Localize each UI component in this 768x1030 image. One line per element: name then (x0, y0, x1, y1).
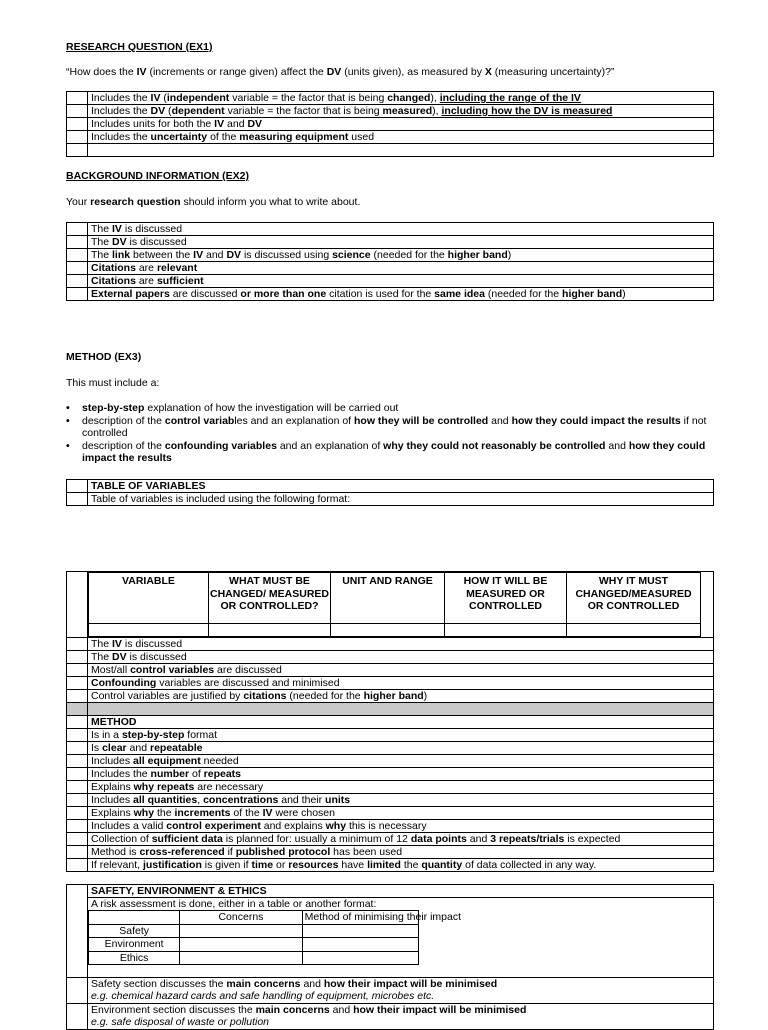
checklist-row (67, 493, 714, 506)
ex2-checklist (66, 222, 714, 301)
checkbox[interactable] (67, 262, 88, 275)
checklist-title: METHOD (88, 716, 714, 729)
checkbox[interactable] (67, 885, 88, 978)
var-header-how: HOW IT WILL BE MEASURED OR CONTROLLED (445, 573, 567, 624)
checklist-row (67, 105, 714, 118)
checkbox[interactable] (67, 572, 88, 638)
checklist-row (67, 651, 714, 664)
checkbox[interactable] (67, 742, 88, 755)
var-cell[interactable] (567, 624, 701, 637)
risk-row-label: Safety (89, 924, 180, 938)
checkbox[interactable] (67, 275, 88, 288)
checklist-row (67, 885, 714, 898)
checklist-text: Explains why repeats are necessary (88, 781, 714, 794)
ex2-intro: Your research question should inform you what to write about. (66, 196, 361, 208)
risk-header-method: Method of minimising their impact (302, 911, 418, 925)
checkbox[interactable] (67, 144, 88, 157)
checkbox[interactable] (67, 729, 88, 742)
checklist-text: Explains why the increments of the IV were chosen (88, 807, 714, 820)
checklist-text: Includes the uncertainty of the measuring equipment used (88, 131, 714, 144)
checklist-text: Includes all quantities, concentrations and their units (88, 794, 714, 807)
checkbox[interactable] (67, 677, 88, 690)
checklist-row (67, 131, 714, 144)
checkbox[interactable] (67, 493, 88, 506)
checkbox[interactable] (67, 118, 88, 131)
checklist-row (67, 236, 714, 249)
checkbox[interactable] (67, 690, 88, 703)
checkbox[interactable] (67, 92, 88, 105)
checkbox[interactable] (67, 223, 88, 236)
checkbox[interactable] (67, 716, 88, 729)
checklist-row (67, 742, 714, 755)
checkbox[interactable] (67, 978, 88, 1004)
checklist-text: Citations are relevant (88, 262, 714, 275)
checklist-text: Includes the number of repeats (88, 768, 714, 781)
risk-cell[interactable] (180, 951, 302, 965)
ex1-question: “How does the IV (increments or range given) affect the DV (units given), as measured by X (measuring uncertainty)?” (66, 66, 615, 78)
list-item: • step-by-step explanation of how the investigation will be carried out (66, 402, 716, 415)
checkbox[interactable] (67, 249, 88, 262)
checklist-text: Confounding variables are discussed and minimised (88, 677, 714, 690)
variables-format-row (67, 572, 714, 638)
checklist-row (67, 690, 714, 703)
risk-cell[interactable] (180, 938, 302, 952)
checkbox[interactable] (67, 755, 88, 768)
var-cell[interactable] (209, 624, 331, 637)
risk-row-label: Environment (89, 938, 180, 952)
var-header-why: WHY IT MUST CHANGED/MEASURED OR CONTROLLED (567, 573, 701, 624)
checklist-text (88, 144, 714, 157)
checklist-text: External papers are discussed or more than one citation is used for the same idea (needed for the higher band) (88, 288, 714, 301)
ex3-bullet-list (66, 402, 716, 465)
checklist-row (67, 729, 714, 742)
list-item: • description of the control variables and an explanation of how they will be controlled and how they could impact the results if not controlled (66, 415, 716, 440)
checkbox[interactable] (67, 638, 88, 651)
checklist-text: The IV is discussed (88, 223, 714, 236)
risk-cell[interactable] (302, 951, 418, 965)
safety-checklist (66, 884, 714, 1030)
table-of-variables-checklist (66, 479, 714, 506)
separator (67, 703, 88, 716)
checklist-row (67, 807, 714, 820)
checklist-row (67, 978, 714, 1004)
checklist-row (67, 716, 714, 729)
checklist-text: Includes the DV (dependent variable = the factor that is being measured), including how the DV is measured (88, 105, 714, 118)
checklist-row (67, 794, 714, 807)
checklist-text: Includes all equipment needed (88, 755, 714, 768)
method-checklist (66, 571, 714, 872)
checkbox[interactable] (67, 794, 88, 807)
checklist-title: TABLE OF VARIABLES (88, 480, 714, 493)
variables-format-table (88, 572, 701, 637)
checklist-text: Control variables are justified by citations (needed for the higher band) (88, 690, 714, 703)
checkbox[interactable] (67, 1004, 88, 1030)
risk-cell (89, 911, 180, 925)
checkbox[interactable] (67, 768, 88, 781)
checklist-text: Table of variables is included using the following format: (88, 493, 714, 506)
checkbox[interactable] (67, 651, 88, 664)
checklist-text: The DV is discussed (88, 651, 714, 664)
checkbox[interactable] (67, 846, 88, 859)
ex3-intro: This must include a: (66, 377, 160, 389)
checklist-text: Most/all control variables are discussed (88, 664, 714, 677)
risk-row-label: Ethics (89, 951, 180, 965)
checklist-text: The IV is discussed (88, 638, 714, 651)
separator-row (67, 703, 714, 716)
checklist-row (67, 820, 714, 833)
risk-cell[interactable] (302, 924, 418, 938)
checklist-text: The DV is discussed (88, 236, 714, 249)
checklist-row (67, 781, 714, 794)
checklist-row (67, 118, 714, 131)
checklist-row (67, 846, 714, 859)
checkbox[interactable] (67, 664, 88, 677)
checklist-text: Is clear and repeatable (88, 742, 714, 755)
checkbox[interactable] (67, 833, 88, 846)
checklist-row (67, 677, 714, 690)
checklist-row (67, 249, 714, 262)
var-header-unit: UNIT AND RANGE (331, 573, 445, 624)
checklist-text: Includes a valid control experiment and explains why this is necessary (88, 820, 714, 833)
checklist-row (67, 144, 714, 157)
checklist-row (67, 92, 714, 105)
risk-cell[interactable] (302, 938, 418, 952)
separator (88, 703, 714, 716)
checkbox[interactable] (67, 131, 88, 144)
checklist-row (67, 275, 714, 288)
risk-header-concerns: Concerns (180, 911, 302, 925)
var-cell[interactable] (89, 624, 209, 637)
checklist-row (67, 638, 714, 651)
checklist-row (67, 833, 714, 846)
checklist-text: Includes units for both the IV and DV (88, 118, 714, 131)
checklist-row (67, 480, 714, 493)
checklist-row (67, 859, 714, 872)
checkbox[interactable] (67, 236, 88, 249)
var-cell[interactable] (331, 624, 445, 637)
checkbox[interactable] (67, 859, 88, 872)
checkbox[interactable] (67, 820, 88, 833)
ex1-heading: RESEARCH QUESTION (EX1) (66, 41, 213, 53)
var-cell[interactable] (445, 624, 567, 637)
checkbox[interactable] (67, 480, 88, 493)
checklist-text: Citations are sufficient (88, 275, 714, 288)
checklist-row (67, 1004, 714, 1030)
checklist-text: The link between the IV and DV is discussed using science (needed for the higher band) (88, 249, 714, 262)
var-header-variable: VARIABLE (89, 573, 209, 624)
checklist-row (67, 755, 714, 768)
var-header-what: WHAT MUST BE CHANGED/ MEASURED OR CONTROLLED? (209, 573, 331, 624)
checklist-text: Collection of sufficient data is planned for: usually a minimum of 12 data points and 3 repeats/trials is expected (88, 833, 714, 846)
checklist-text: If relevant, justification is given if time or resources have limited the quantity of data collected in any way. (88, 859, 714, 872)
ex3-heading: METHOD (EX3) (66, 351, 142, 363)
ex2-heading: BACKGROUND INFORMATION (EX2) (66, 170, 249, 182)
checklist-row (67, 664, 714, 677)
risk-assessment-row (67, 898, 714, 978)
checklist-row (67, 768, 714, 781)
checklist-row (67, 223, 714, 236)
risk-cell[interactable] (180, 924, 302, 938)
checkbox[interactable] (67, 288, 88, 301)
checklist-text: Includes the IV (independent variable = the factor that is being changed), including the range of the IV (88, 92, 714, 105)
checklist-text: Is in a step-by-step format (88, 729, 714, 742)
checklist-title: SAFETY, ENVIRONMENT & ETHICS (88, 885, 714, 898)
checkbox[interactable] (67, 781, 88, 794)
risk-assessment-table (88, 910, 462, 965)
checklist-text: Method is cross-referenced if published protocol has been used (88, 846, 714, 859)
checklist-text: Safety section discusses the main concerns and how their impact will be minimised e.g. chemical hazard cards and safe handling of equipment, microbes etc. (88, 978, 714, 1004)
checklist-row (67, 288, 714, 301)
checkbox[interactable] (67, 105, 88, 118)
risk-intro: A risk assessment is done, either in a table or another format: (91, 898, 377, 910)
list-item: • description of the confounding variables and an explanation of why they could not reasonably be controlled and how they could impact the results (66, 440, 716, 465)
checklist-text: Environment section discusses the main concerns and how their impact will be minimised e.g. safe disposal of waste or pollution (88, 1004, 714, 1030)
checkbox[interactable] (67, 807, 88, 820)
checklist-row (67, 262, 714, 275)
ex1-checklist (66, 91, 714, 157)
